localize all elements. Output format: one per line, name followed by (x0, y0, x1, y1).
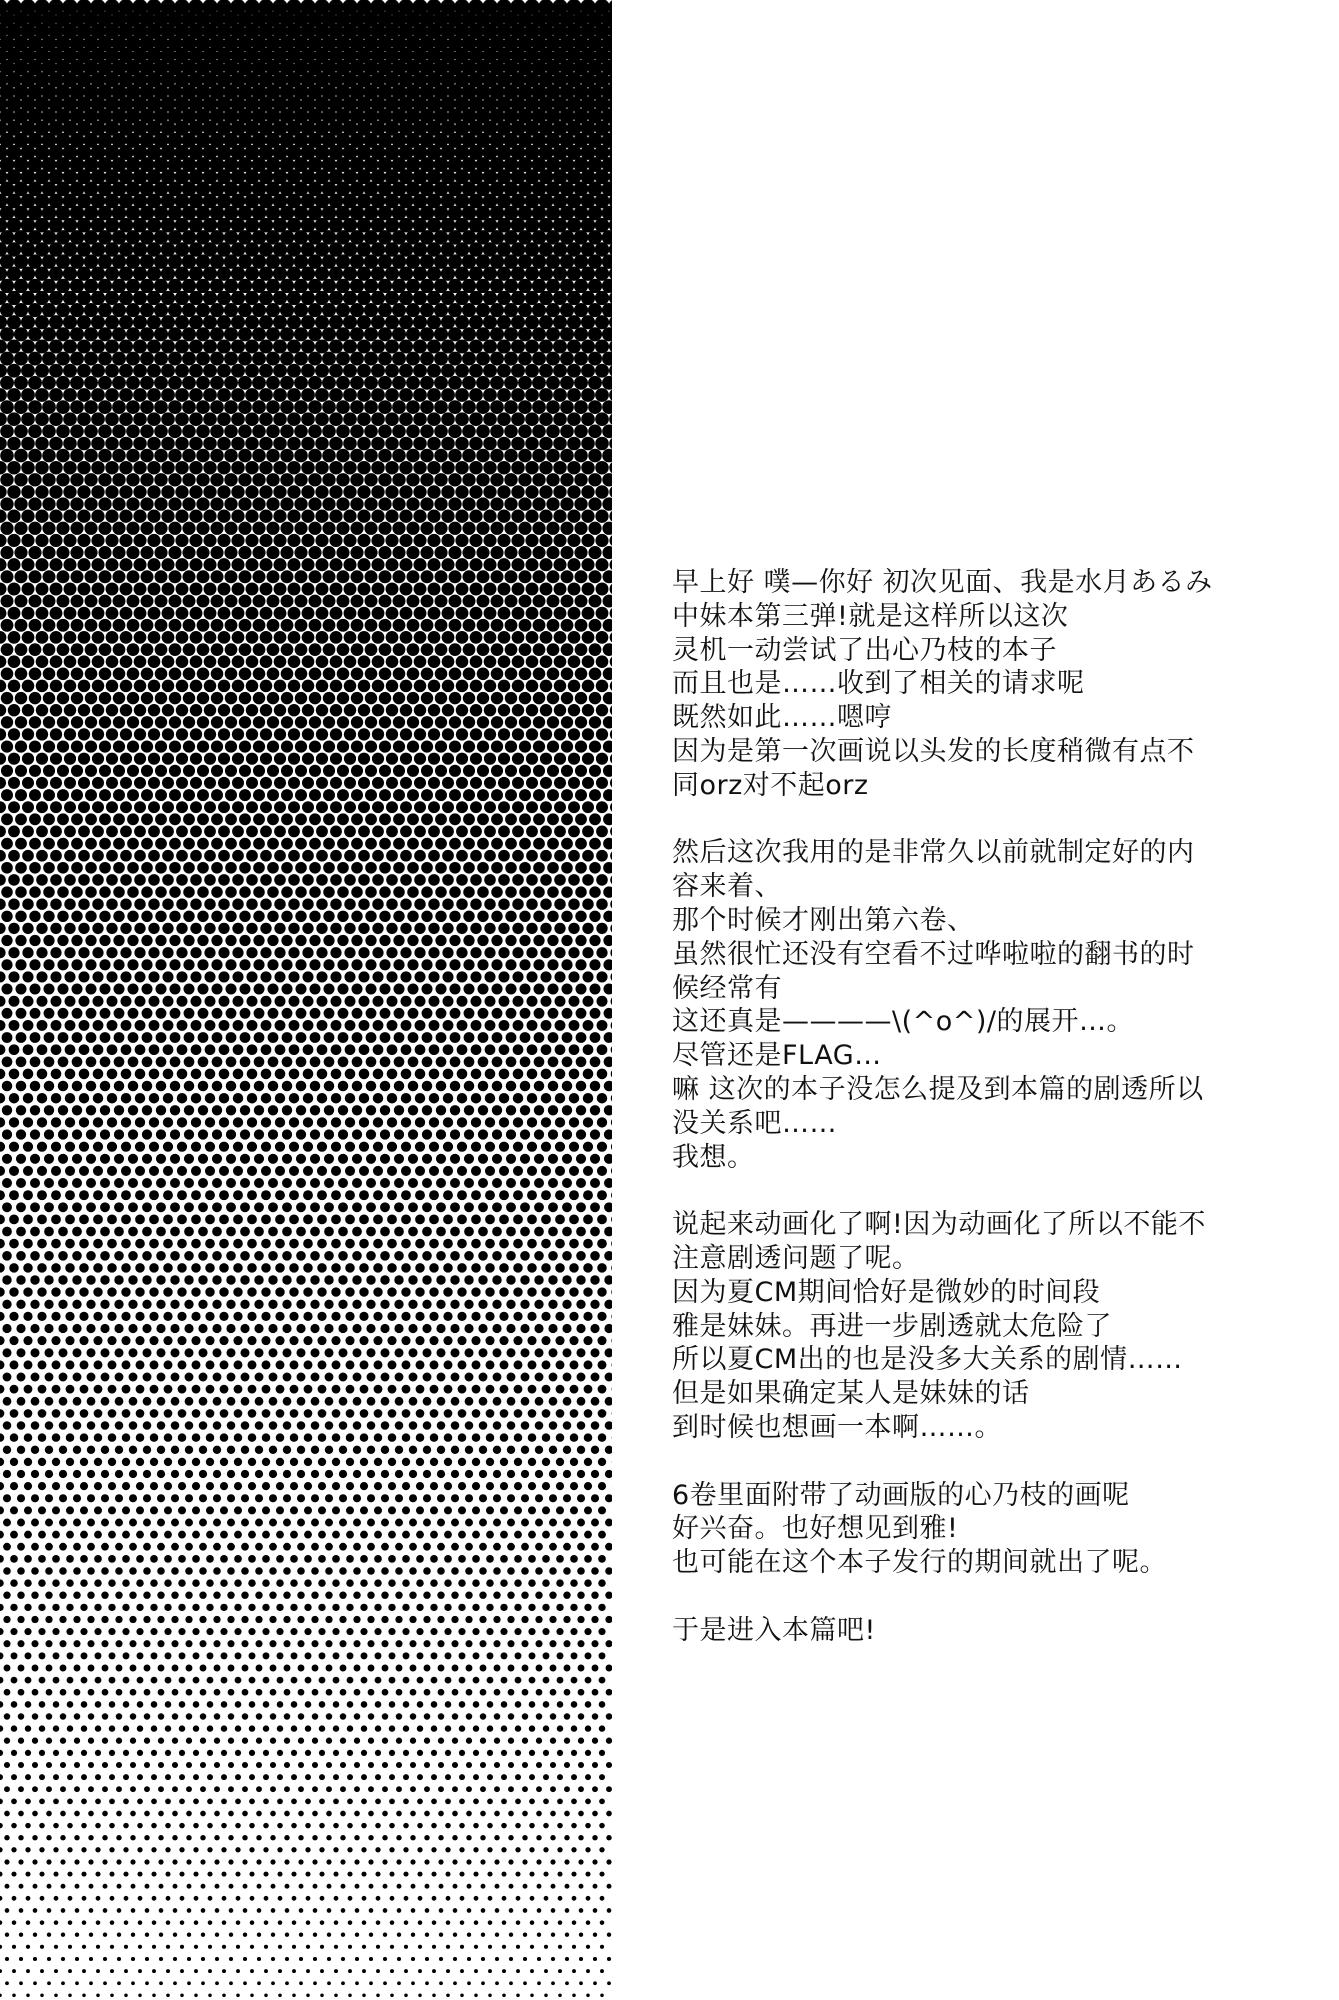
text-line: 所以夏CM出的也是没多大关系的剧情…… (672, 1344, 1183, 1376)
text-line: 而且也是……收到了相关的请求呢 (672, 668, 1085, 700)
paragraph (672, 1208, 1312, 1445)
text-line: 也可能在这个本子发行的期间就出了呢。 (672, 1547, 1167, 1579)
afterword-text (672, 566, 1312, 1681)
text-line: 容来着、 (672, 871, 782, 903)
text-line: 但是如果确定某人是妹妹的话 (672, 1378, 1030, 1410)
text-line: 早上好 噗—你好 初次见面、我是水月あるみ (672, 567, 1213, 598)
paragraph (672, 1479, 1312, 1580)
text-line: 我想。 (672, 1141, 755, 1173)
text-line: 雅是妹妹。再进一步剧透就太危险了 (672, 1310, 1112, 1342)
text-line: 那个时候才刚出第六卷、 (672, 904, 975, 936)
text-line: 因为是第一次画说以头发的长度稍微有点不 (672, 735, 1195, 767)
text-line: 尽管还是FLAG… (672, 1040, 882, 1072)
text-line: 然后这次我用的是非常久以前就制定好的内 (672, 837, 1195, 869)
text-line: 注意剧透问题了呢。 (672, 1242, 920, 1274)
text-line: 没关系吧…… (672, 1107, 837, 1139)
halftone-gradient-panel (0, 0, 612, 2000)
text-line: 既然如此……嗯哼 (672, 702, 892, 734)
paragraph (672, 566, 1312, 803)
text-line: 好兴奋。也好想见到雅! (672, 1513, 959, 1545)
text-line: 到时候也想画一本啊……。 (672, 1411, 1002, 1443)
text-line: 中妹本第三弹!就是这样所以这次 (672, 600, 1069, 632)
text-line: 说起来动画化了啊!因为动画化了所以不能不 (672, 1209, 1206, 1241)
text-line: 6卷里面附带了动画版的心乃枝的画呢 (672, 1479, 1130, 1511)
text-line: 于是进入本篇吧! (672, 1614, 876, 1646)
text-line: 候经常有 (672, 972, 782, 1004)
text-line: 虽然很忙还没有空看不过哗啦啦的翻书的时 (672, 938, 1195, 970)
text-line: 灵机一动尝试了出心乃枝的本子 (672, 634, 1057, 666)
paragraph (672, 1614, 1312, 1648)
paragraph (672, 836, 1312, 1174)
text-line: 同orz对不起orz (672, 769, 869, 801)
text-line: 这还真是————\(^o^)/的展开…。 (672, 1006, 1135, 1038)
text-line: 因为夏CM期间恰好是微妙的时间段 (672, 1276, 1101, 1308)
text-line: 嘛 这次的本子没怎么提及到本篇的剧透所以 (672, 1073, 1204, 1105)
